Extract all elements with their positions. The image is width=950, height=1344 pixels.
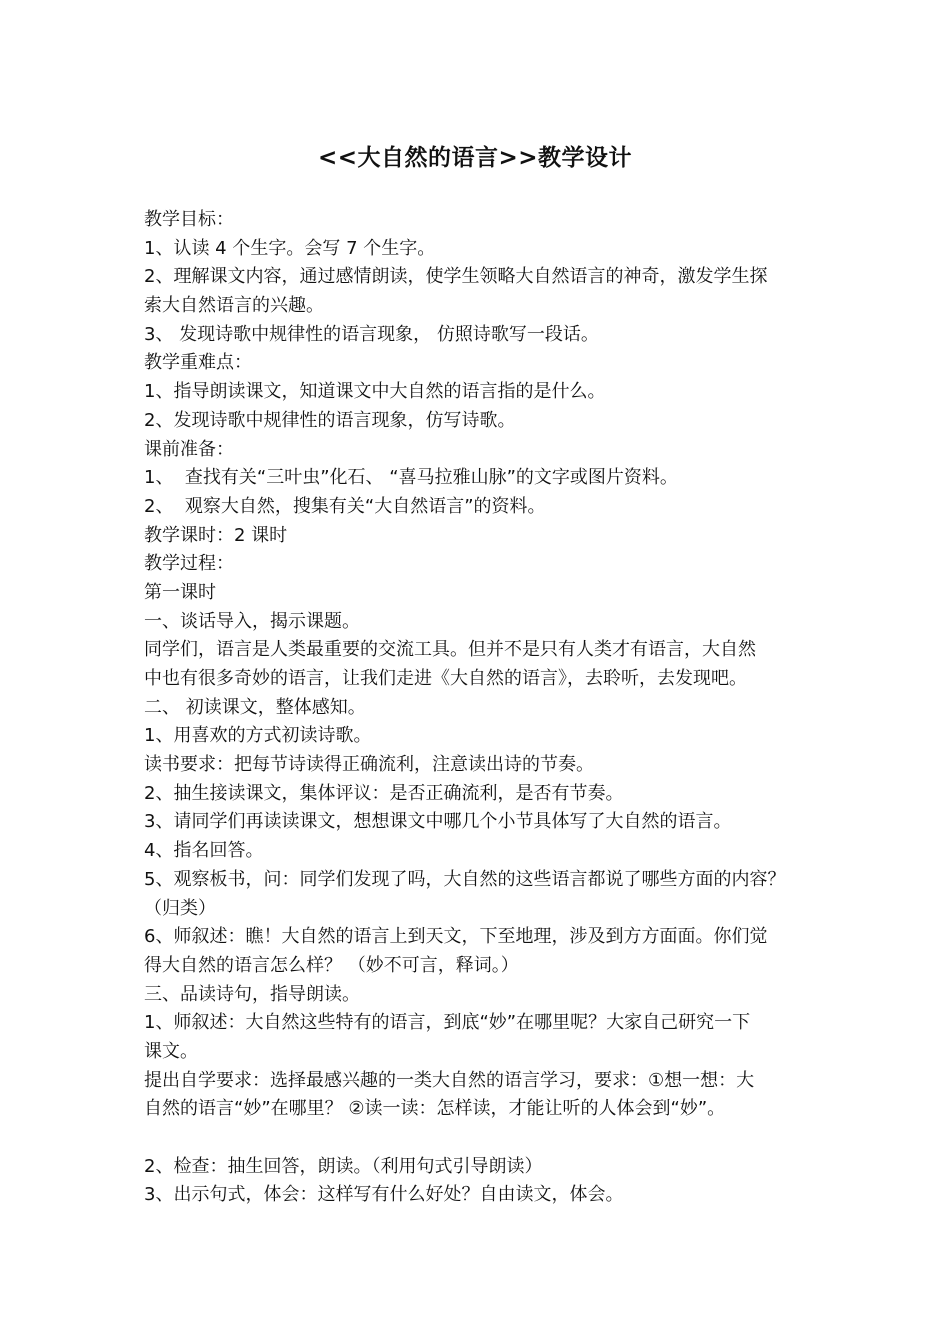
body-line: 2、发现诗歌中规律性的语言现象，仿写诗歌。: [144, 409, 516, 431]
body-line: 二、 初读课文，整体感知。: [144, 696, 366, 718]
body-line: 读书要求：把每节诗读得正确流利，注意读出诗的节奏。: [144, 754, 594, 776]
body-line: 2、抽生接读课文，集体评议：是否正确流利，是否有节奏。: [144, 782, 624, 804]
body-line: [144, 1124, 824, 1153]
body-line: 3、请同学们再读读课文，想想课文中哪几个小节具体写了大自然的语言。: [144, 811, 732, 833]
body-line: 教学过程：: [144, 553, 234, 575]
body-line: 1、指导朗读课文，知道课文中大自然的语言指的是什么。: [144, 381, 606, 403]
body-line: 1、 查找有关“三叶虫”化石、 “喜马拉雅山脉”的文字或图片资料。: [144, 467, 678, 489]
body-line: 1、认读 4 个生字。会写 7 个生字。: [144, 237, 436, 259]
body-line: 第一课时: [144, 581, 216, 603]
body-line: 2、检查：抽生回答，朗读。（利用句式引导朗读）: [144, 1155, 543, 1177]
body-line: 6、师叙述：瞧！大自然的语言上到天文，下至地理，涉及到方方面面。你们觉: [144, 926, 768, 948]
body-line: 2、 观察大自然，搜集有关“大自然语言”的资料。: [144, 495, 546, 517]
body-line: 三、品读诗句，指导朗读。: [144, 983, 360, 1005]
body-line: 4、指名回答。: [144, 840, 264, 862]
body-line: 课前准备：: [144, 438, 234, 460]
body-line: 1、师叙述：大自然这些特有的语言，到底“妙”在哪里呢？大家自己研究一下: [144, 1012, 751, 1034]
document-body: [144, 206, 824, 1210]
body-line: 3、出示句式，体会：这样写有什么好处？自由读文，体会。: [144, 1184, 624, 1206]
body-line: 中也有很多奇妙的语言，让我们走进《大自然的语言》，去聆听，去发现吧。: [144, 668, 747, 689]
body-line: 教学目标：: [144, 209, 234, 230]
body-line: 自然的语言“妙”在哪里？ ②读一读：怎样读，才能让听的人体会到“妙”。: [144, 1098, 726, 1120]
body-line: 2、理解课文内容，通过感情朗读，使学生领略大自然语言的神奇，激发学生探: [144, 266, 768, 288]
body-line: 1、用喜欢的方式初读诗歌。: [144, 725, 372, 747]
body-line: 3、 发现诗歌中规律性的语言现象， 仿照诗歌写一段话。: [144, 323, 599, 345]
body-line: 教学重难点：: [144, 352, 252, 374]
body-line: 一、谈话导入，揭示课题。: [144, 610, 360, 632]
body-line: 索大自然语言的兴趣。: [144, 295, 324, 317]
body-line: 同学们，语言是人类最重要的交流工具。但并不是只有人类才有语言，大自然: [144, 639, 756, 661]
body-line: 课文。: [144, 1040, 198, 1062]
body-line: 提出自学要求：选择最感兴趣的一类大自然的语言学习，要求：①想一想：大: [144, 1069, 755, 1091]
document-title: <<大自然的语言>>教学设计: [317, 145, 633, 171]
body-line: 得大自然的语言怎么样？ （妙不可言，释词。）: [144, 954, 519, 976]
body-line: 5、观察板书，问：同学们发现了吗，大自然的这些语言都说了哪些方面的内容？: [144, 868, 786, 890]
body-line: （归类）: [144, 897, 216, 919]
body-line: 教学课时：2 课时: [144, 524, 288, 546]
